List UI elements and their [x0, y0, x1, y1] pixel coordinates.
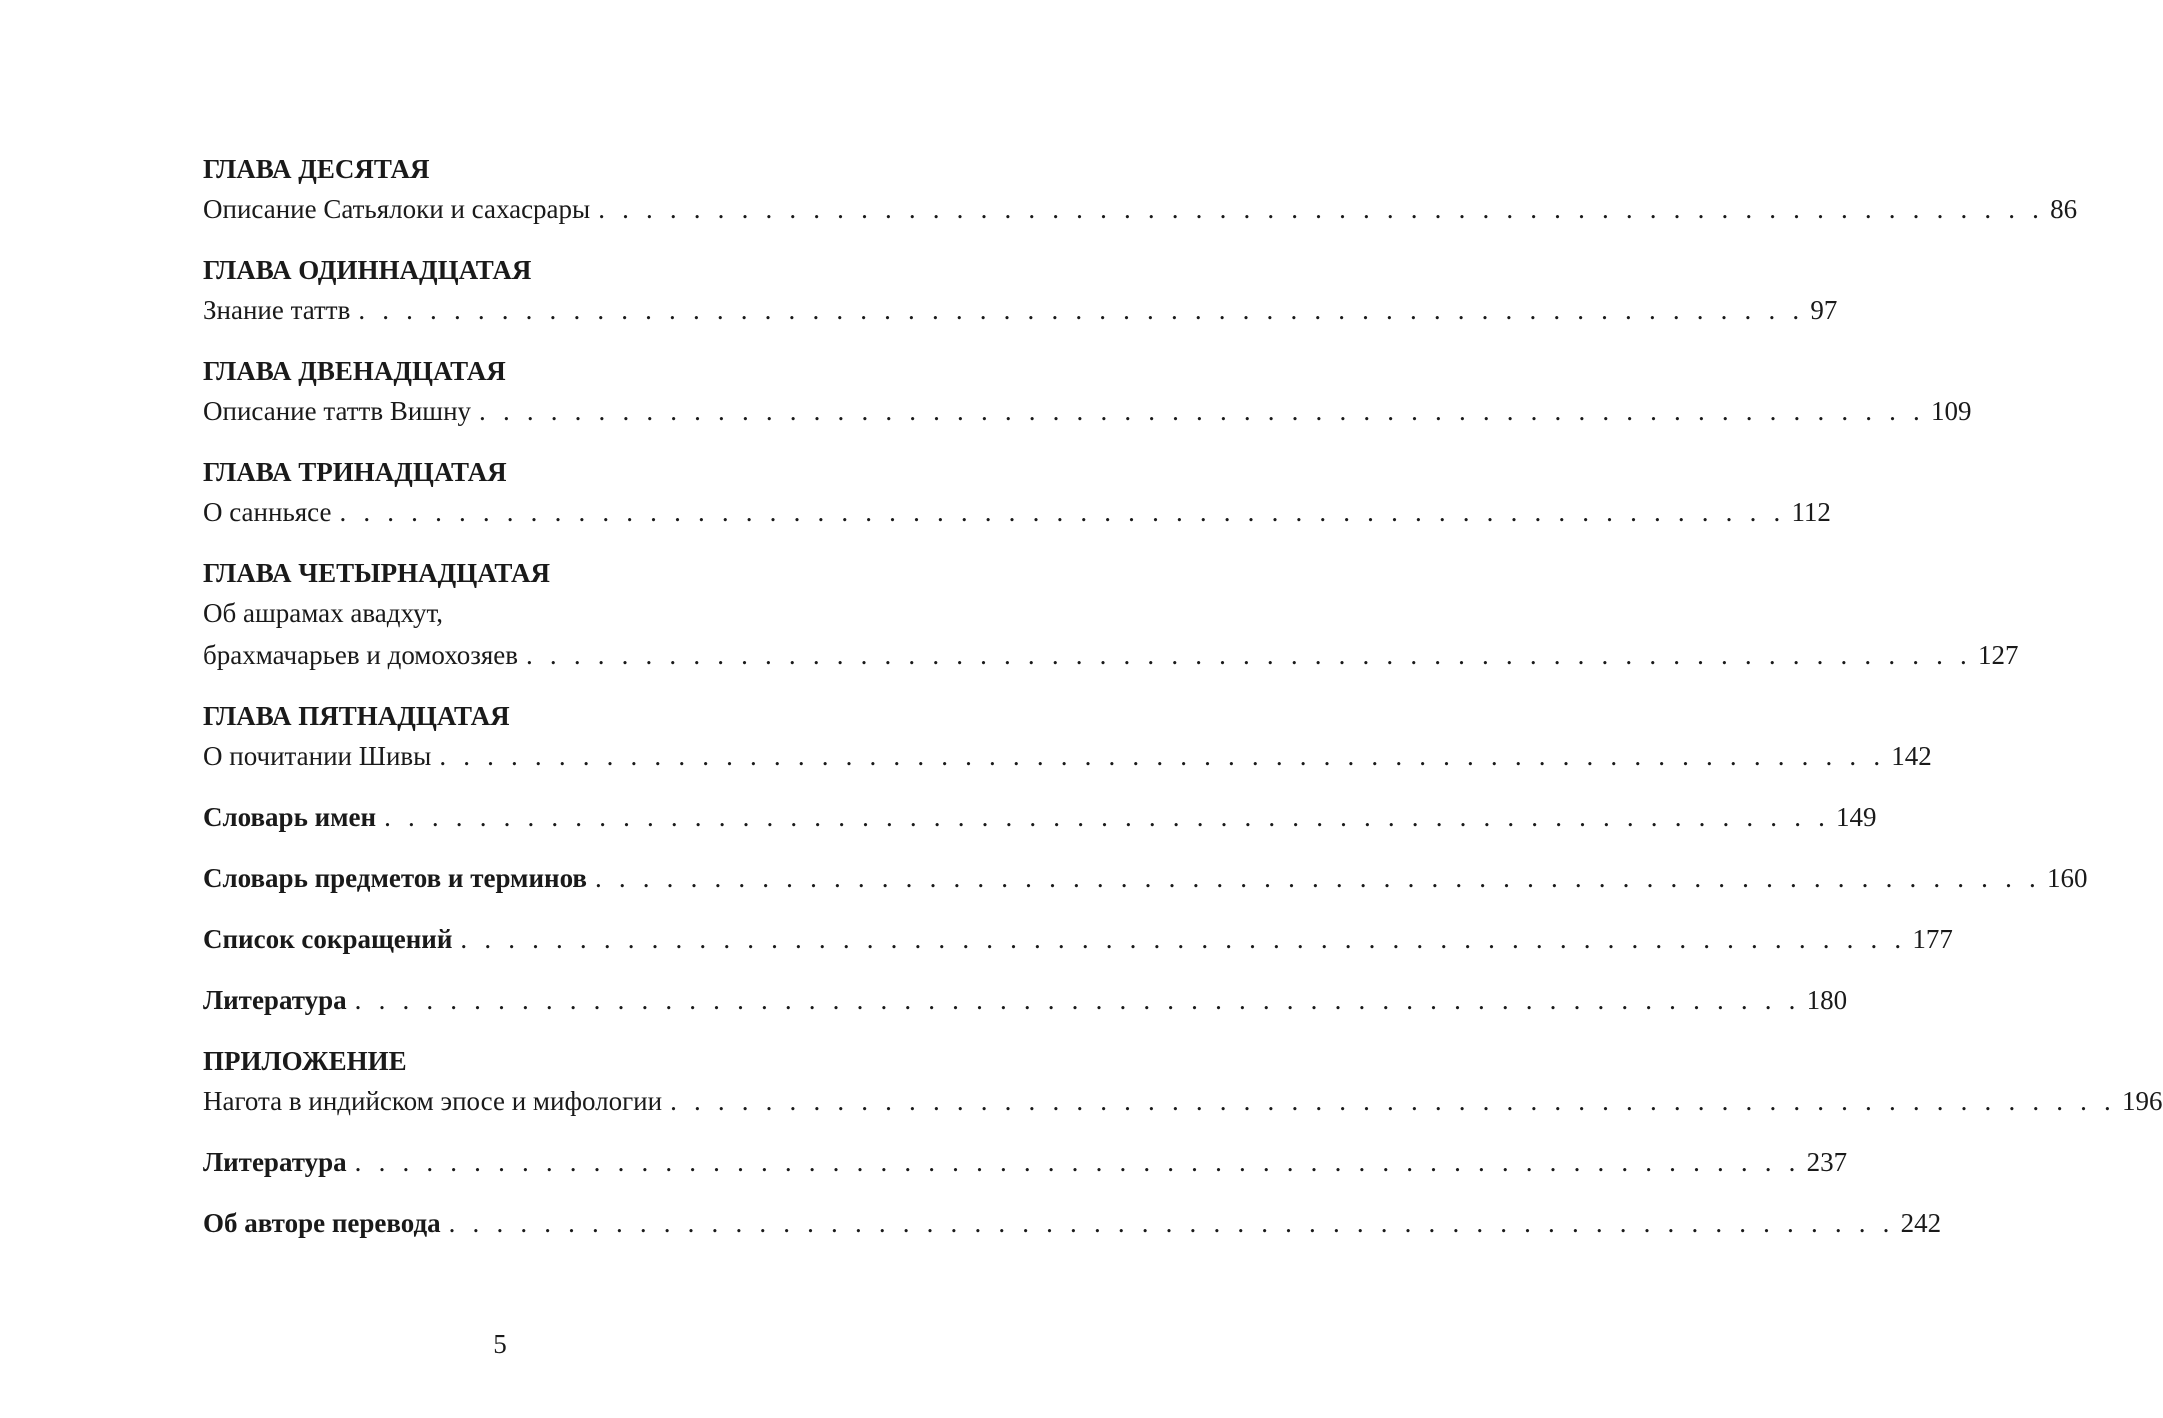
dot-leader: . . . . . . . . . . . . . . . . . . . . . . . . . . . . . . . . . . . . . . . . . . . . . . . . . . . . . . . . . . . . .	[354, 1147, 1801, 1177]
toc-section-chapter-13	[203, 455, 1831, 529]
entry-page: 142	[1891, 741, 1932, 771]
toc-entry-abbreviations[interactable]	[203, 922, 1953, 956]
toc-entry-literature-appendix[interactable]	[203, 1145, 1848, 1179]
toc-section-chapter-14	[203, 556, 2019, 672]
toc-section-chapter-12	[203, 354, 1972, 428]
entry-title: Нагота в индийском эпосе и мифологии	[203, 1086, 663, 1116]
entry-title: Литература	[203, 1147, 347, 1177]
dot-leader: . . . . . . . . . . . . . . . . . . . . . . . . . . . . . . . . . . . . . . . . . . . . . . . . . . . . . . . . . . . . .	[448, 1208, 1895, 1238]
entry-page: 86	[2050, 194, 2078, 224]
dot-leader: . . . . . . . . . . . . . . . . . . . . . . . . . . . . . . . . . . . . . . . . . . . . . . . . . . . . . . . . . . . . .	[598, 194, 2045, 224]
toc-entry-about-translator[interactable]	[203, 1206, 1942, 1240]
entry-title: О санньясе	[203, 497, 332, 527]
appendix-heading: ПРИЛОЖЕНИЕ	[203, 1046, 407, 1076]
chapter-heading: ГЛАВА ДВЕНАДЦАТАЯ	[203, 356, 506, 386]
toc-entry[interactable]	[203, 495, 1831, 529]
entry-title-line: Об ашрамах авадхут,	[203, 598, 443, 628]
entry-page: 180	[1806, 985, 1848, 1015]
entry-page: 160	[2046, 863, 2088, 893]
toc-entry[interactable]	[203, 739, 1932, 773]
entry-title: Словарь имен	[203, 802, 377, 832]
chapter-heading: ГЛАВА ЧЕТЫРНАДЦАТАЯ	[203, 558, 550, 588]
chapter-heading: ГЛАВА ТРИНАДЦАТАЯ	[203, 457, 507, 487]
entry-title: Словарь предметов и терминов	[203, 863, 587, 893]
toc-entry-literature[interactable]	[203, 983, 1848, 1017]
toc-section-chapter-15	[203, 699, 1932, 773]
entry-page: 237	[1806, 1147, 1848, 1177]
toc-entry-terms-glossary[interactable]	[203, 861, 2088, 895]
dot-leader: . . . . . . . . . . . . . . . . . . . . . . . . . . . . . . . . . . . . . . . . . . . . . . . . . . . . . . . . . . . . .	[670, 1086, 2117, 1116]
entry-title: Об авторе перевода	[203, 1208, 441, 1238]
chapter-heading: ГЛАВА ДЕСЯТАЯ	[203, 154, 430, 184]
entry-page: 109	[1931, 396, 1972, 426]
dot-leader: . . . . . . . . . . . . . . . . . . . . . . . . . . . . . . . . . . . . . . . . . . . . . . . . . . . . . . . . . . . . .	[339, 497, 1786, 527]
toc-section-chapter-10	[203, 152, 2078, 226]
entry-page: 196	[2122, 1086, 2163, 1116]
entry-title: брахмачарьев и домохозяев	[203, 640, 519, 670]
page-number: 5	[493, 1329, 507, 1359]
entry-page: 177	[1912, 924, 1953, 954]
toc-entry[interactable]	[203, 394, 1972, 428]
dot-leader: . . . . . . . . . . . . . . . . . . . . . . . . . . . . . . . . . . . . . . . . . . . . . . . . . . . . . . . . . . . . .	[358, 295, 1805, 325]
toc-section-appendix	[203, 1044, 2163, 1118]
table-of-contents	[203, 152, 2163, 1240]
entry-title: Список сокращений	[203, 924, 453, 954]
entry-title: О почитании Шивы	[203, 741, 432, 771]
chapter-heading: ГЛАВА ОДИННАДЦАТАЯ	[203, 255, 532, 285]
entry-title: Описание таттв Вишну	[203, 396, 472, 426]
dot-leader: . . . . . . . . . . . . . . . . . . . . . . . . . . . . . . . . . . . . . . . . . . . . . . . . . . . . . . . . . . . . .	[354, 985, 1801, 1015]
entry-title: Знание таттв	[203, 295, 351, 325]
dot-leader: . . . . . . . . . . . . . . . . . . . . . . . . . . . . . . . . . . . . . . . . . . . . . . . . . . . . . . . . . . . . .	[384, 802, 1831, 832]
entry-title: Описание Сатьялоки и сахасрары	[203, 194, 591, 224]
dot-leader: . . . . . . . . . . . . . . . . . . . . . . . . . . . . . . . . . . . . . . . . . . . . . . . . . . . . . . . . . . . . .	[460, 924, 1907, 954]
entry-page: 242	[1900, 1208, 1942, 1238]
toc-entry[interactable]	[203, 192, 2078, 226]
entry-page: 112	[1791, 497, 1831, 527]
dot-leader: . . . . . . . . . . . . . . . . . . . . . . . . . . . . . . . . . . . . . . . . . . . . . . . . . . . . . . . . . . . . .	[594, 863, 2041, 893]
entry-page: 97	[1810, 295, 1838, 325]
entry-title: Литература	[203, 985, 347, 1015]
entry-page: 149	[1836, 802, 1877, 832]
entry-page: 127	[1977, 640, 2019, 670]
toc-entry[interactable]	[203, 1084, 2163, 1118]
toc-entry[interactable]	[203, 293, 1838, 327]
toc-section-chapter-11	[203, 253, 1838, 327]
chapter-heading: ГЛАВА ПЯТНАДЦАТАЯ	[203, 701, 510, 731]
dot-leader: . . . . . . . . . . . . . . . . . . . . . . . . . . . . . . . . . . . . . . . . . . . . . . . . . . . . . . . . . . . . .	[526, 640, 1972, 670]
dot-leader: . . . . . . . . . . . . . . . . . . . . . . . . . . . . . . . . . . . . . . . . . . . . . . . . . . . . . . . . . . . . .	[439, 741, 1886, 771]
dot-leader: . . . . . . . . . . . . . . . . . . . . . . . . . . . . . . . . . . . . . . . . . . . . . . . . . . . . . . . . . . . . .	[479, 396, 1925, 426]
toc-entry[interactable]	[203, 638, 2019, 672]
toc-entry-name-glossary[interactable]	[203, 800, 1877, 834]
